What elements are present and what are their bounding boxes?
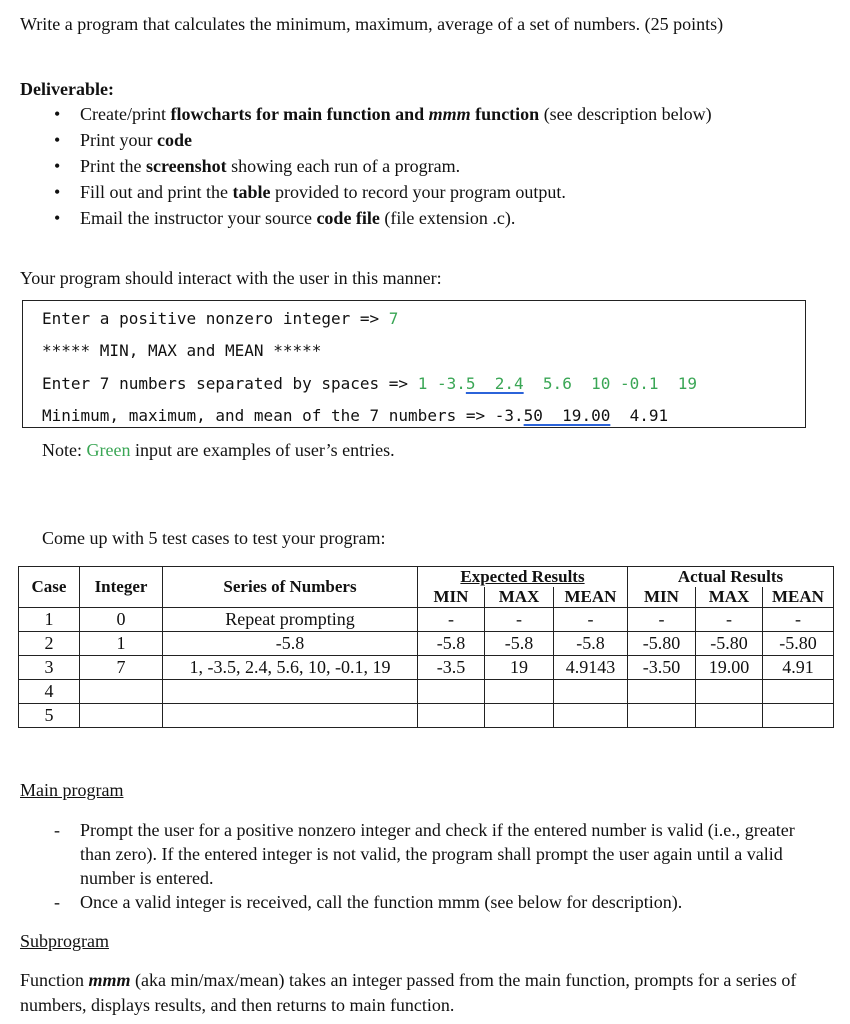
subprogram-heading: Subprogram <box>20 931 109 951</box>
table-row: 2 1 -5.8 -5.8 -5.8 -5.8 -5.80 -5.80 -5.80 <box>19 632 834 656</box>
dash-marker: - <box>54 892 60 912</box>
note: Note: Green input are examples of user’s entries. <box>42 440 395 460</box>
dash-marker: - <box>54 820 60 840</box>
header-actual: Actual Results <box>628 567 834 588</box>
assignment-title: Write a program that calculates the minimum, maximum, average of a set of numbers. (25 points) <box>20 14 724 34</box>
table-row: 1 0 Repeat prompting - - - - - - <box>19 608 834 632</box>
header-expected-max: MAX <box>485 587 554 608</box>
test-case-table <box>18 566 834 728</box>
header-series: Series of Numbers <box>163 567 418 608</box>
bullet-icon: • <box>54 104 61 124</box>
header-integer: Integer <box>80 567 163 608</box>
table-row: 5 <box>19 704 834 728</box>
bullet-icon: • <box>54 156 61 176</box>
header-actual-max: MAX <box>696 587 763 608</box>
header-expected: Expected Results <box>418 567 628 588</box>
table-row: 4 <box>19 680 834 704</box>
test-cases-intro: Come up with 5 test cases to test your program: <box>42 528 386 548</box>
header-actual-mean: MEAN <box>763 587 834 608</box>
list-item: - Once a valid integer is received, call the function mmm (see below for description). <box>54 892 683 912</box>
header-expected-min: MIN <box>418 587 485 608</box>
bullet-icon: • <box>54 182 61 202</box>
deliverable-heading: Deliverable: <box>20 79 114 99</box>
header-case: Case <box>19 567 80 608</box>
interaction-intro: Your program should interact with the user in this manner: <box>20 268 442 288</box>
bullet-icon: • <box>54 208 61 228</box>
subprogram-description: Function mmm (aka min/max/mean) takes an integer passed from the main function, prompts for a series of numbers, displays results, and then returns to main function. <box>20 970 797 1015</box>
terminal-line-1: Enter a positive nonzero integer => 7 <box>42 309 399 328</box>
header-actual-min: MIN <box>628 587 696 608</box>
terminal-line-4: Minimum, maximum, and mean of the 7 numbers => -3.50 19.00 4.91 <box>42 406 669 425</box>
header-expected-mean: MEAN <box>554 587 628 608</box>
terminal-line-2: ***** MIN, MAX and MEAN ***** <box>42 341 322 360</box>
sample-terminal-output <box>22 300 806 428</box>
main-program-heading: Main program <box>20 780 124 800</box>
table-row: 3 7 1, -3.5, 2.4, 5.6, 10, -0.1, 19 -3.5 19 4.9143 -3.50 19.00 4.91 <box>19 656 834 680</box>
list-item: - Prompt the user for a positive nonzero integer and check if the entered number is valid (i.e., greater than zero). If the entered integer is not valid, the program shall prompt the user again until a valid number is entered. <box>54 820 795 888</box>
terminal-line-3: Enter 7 numbers separated by spaces => 1 -3.5 2.4 5.6 10 -0.1 19 <box>42 374 698 393</box>
bullet-icon: • <box>54 130 61 150</box>
main-program-list <box>54 818 814 914</box>
